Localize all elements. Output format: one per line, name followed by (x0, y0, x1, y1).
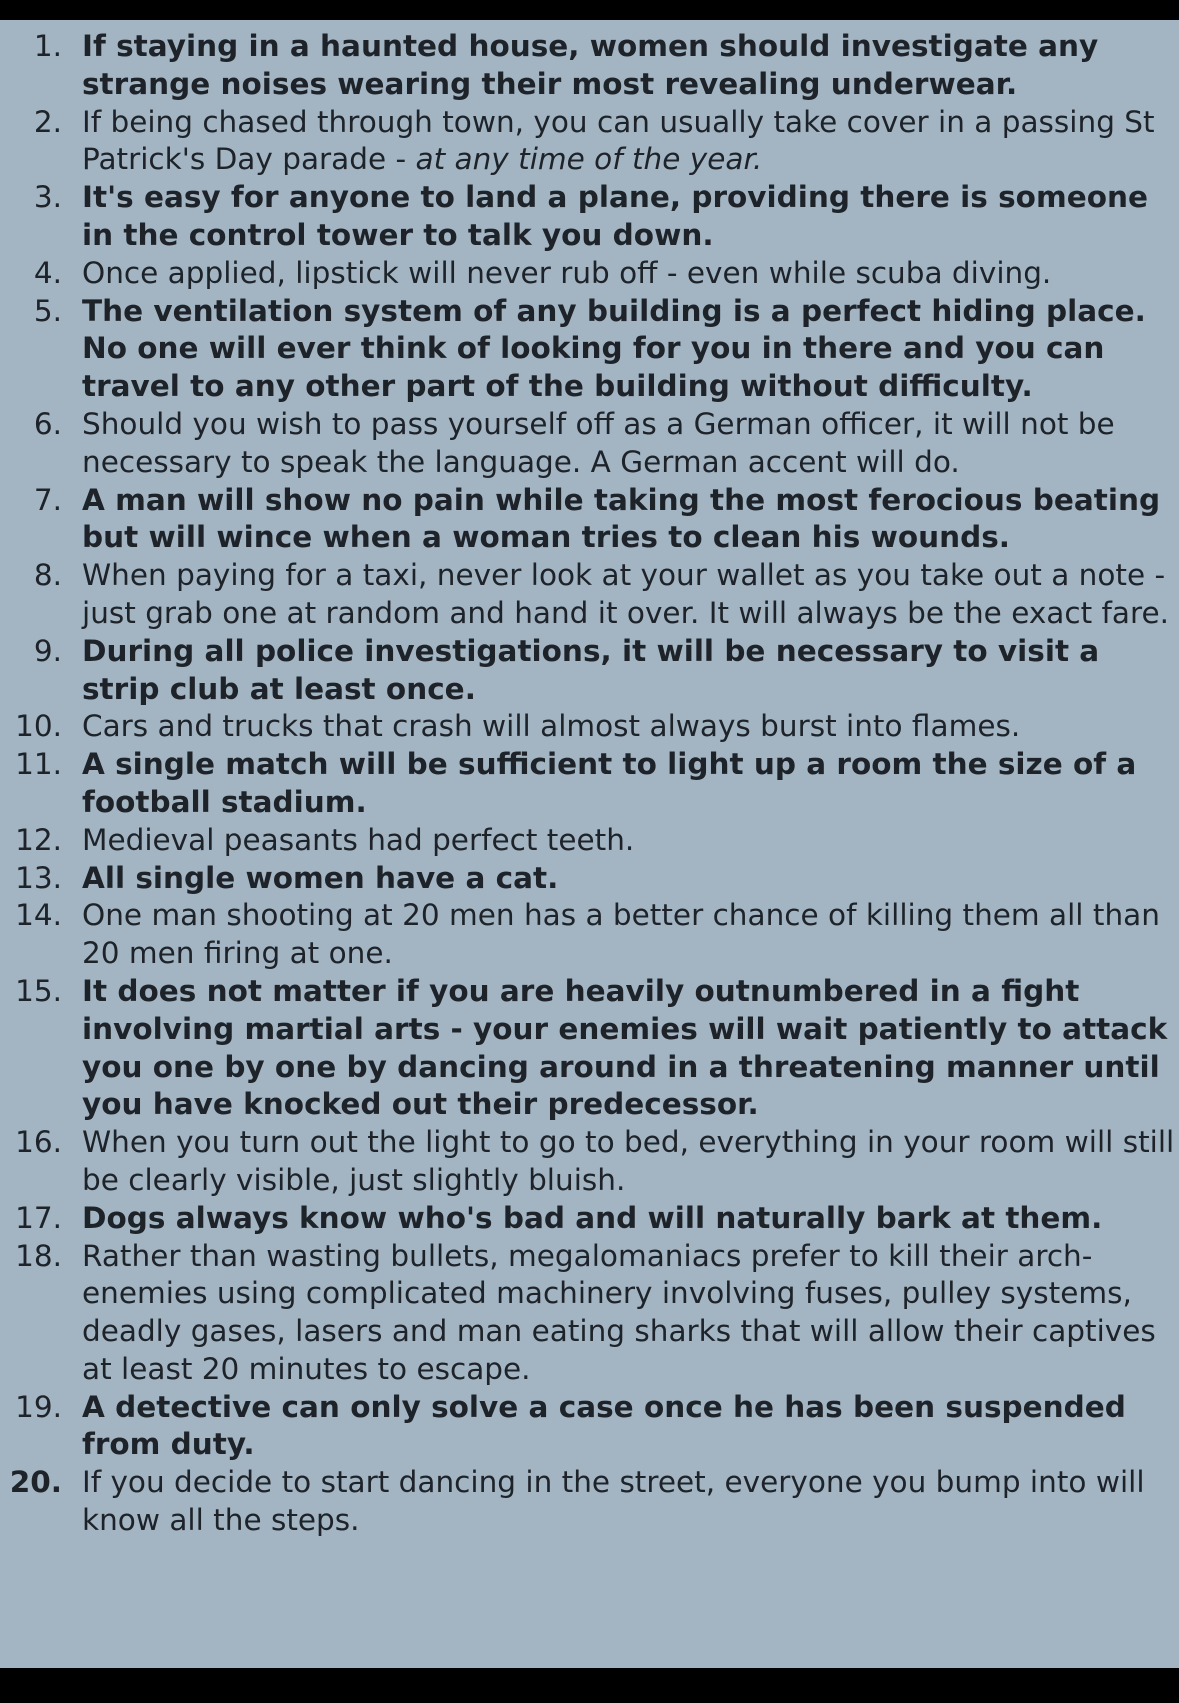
item-text: Should you wish to pass yourself off as a German officer, it will not be necessary to speak the language. A German accent will do. (82, 406, 1115, 479)
item-text: If you decide to start dancing in the street, everyone you bump into will know all the steps. (82, 1465, 1145, 1538)
item-text: It's easy for anyone to land a plane, providing there is someone in the control tower to talk you down. (82, 180, 1148, 252)
list-item (0, 1464, 1179, 1540)
list-item (0, 482, 1179, 558)
list-item (0, 633, 1179, 709)
item-text: If being chased through town, you can usually take cover in a passing St Patrick's Day parade - (82, 104, 1155, 177)
numbered-list (0, 28, 1179, 1540)
item-text: Once applied, lipstick will never rub off - even while scuba diving. (82, 255, 1052, 290)
item-text: The ventilation system of any building is a perfect hiding place. No one will ever think of looking for you in there and you can travel to any other part of the building without difficulty. (82, 293, 1146, 404)
item-number: 17. (15, 1200, 62, 1235)
list-item (0, 708, 1179, 746)
item-number: 5. (33, 293, 62, 328)
item-text: Rather than wasting bullets, megalomaniacs prefer to kill their arch-enemies using complicated machinery involving fuses, pulley systems, deadly gases, lasers and man eating sharks that will allow their captives at least 20 minutes to escape. (82, 1238, 1156, 1386)
list-item (0, 1200, 1179, 1238)
item-text: Dogs always know who's bad and will naturally bark at them. (82, 1200, 1103, 1235)
item-number: 1. (33, 29, 62, 63)
item-text: If staying in a haunted house, women should investigate any strange noises wearing their most revealing underwear. (82, 29, 1099, 101)
item-number: 2. (33, 104, 62, 139)
item-number: 14. (15, 898, 62, 933)
list-item (0, 897, 1179, 973)
item-text: A detective can only solve a case once he has been suspended from duty. (82, 1389, 1126, 1462)
item-text: Medieval peasants had perfect teeth. (82, 822, 635, 857)
item-number: 9. (33, 633, 62, 668)
list-item (0, 557, 1179, 633)
text-panel (0, 20, 1179, 1668)
item-number: 12. (15, 822, 62, 857)
item-number: 8. (33, 558, 62, 593)
list-item (0, 179, 1179, 255)
list-item (0, 746, 1179, 822)
item-text: One man shooting at 20 men has a better chance of killing them all than 20 men firing at one. (82, 898, 1160, 971)
list-item (0, 1124, 1179, 1200)
item-number: 4. (33, 255, 62, 290)
item-number: 11. (15, 747, 62, 782)
list-item (0, 1238, 1179, 1389)
item-text: A single match will be sufficient to light up a room the size of a football stadium. (82, 747, 1137, 819)
item-text: All single women have a cat. (82, 860, 559, 895)
item-number: 6. (33, 406, 62, 441)
item-number: 18. (15, 1238, 62, 1273)
list-item (0, 255, 1179, 293)
item-number: 10. (15, 709, 62, 744)
item-number: 13. (15, 860, 62, 895)
item-text: During all police investigations, it will be necessary to visit a strip club at least once. (82, 633, 1100, 706)
item-number: 7. (33, 482, 62, 517)
item-text: A man will show no pain while taking the most ferocious beating but will wince when a woman tries to clean his wounds. (82, 482, 1161, 555)
list-item (0, 104, 1179, 180)
list-item (0, 822, 1179, 860)
item-text: When you turn out the light to go to bed, everything in your room will still be clearly visible, just slightly bluish. (82, 1125, 1175, 1197)
item-number: 16. (15, 1125, 62, 1160)
item-text: Cars and trucks that crash will almost always burst into flames. (82, 709, 1021, 744)
item-number: 20. (9, 1465, 62, 1500)
item-number: 19. (15, 1389, 62, 1424)
item-text: It does not matter if you are heavily outnumbered in a fight involving martial arts - your enemies will wait patiently to attack you one by one by dancing around in a threatening manner until you have knocked out their predecessor. (82, 973, 1168, 1122)
item-number: 3. (33, 180, 62, 215)
list-item (0, 860, 1179, 898)
list-item (0, 973, 1179, 1124)
list-item (0, 1389, 1179, 1465)
item-number: 15. (15, 973, 62, 1008)
list-item (0, 28, 1179, 104)
item-text-italic: at any time of the year. (415, 142, 763, 177)
list-item (0, 406, 1179, 482)
list-item (0, 293, 1179, 406)
item-text: When paying for a taxi, never look at your wallet as you take out a note - just grab one at random and hand it over. It will always be the exact fare. (82, 558, 1170, 630)
